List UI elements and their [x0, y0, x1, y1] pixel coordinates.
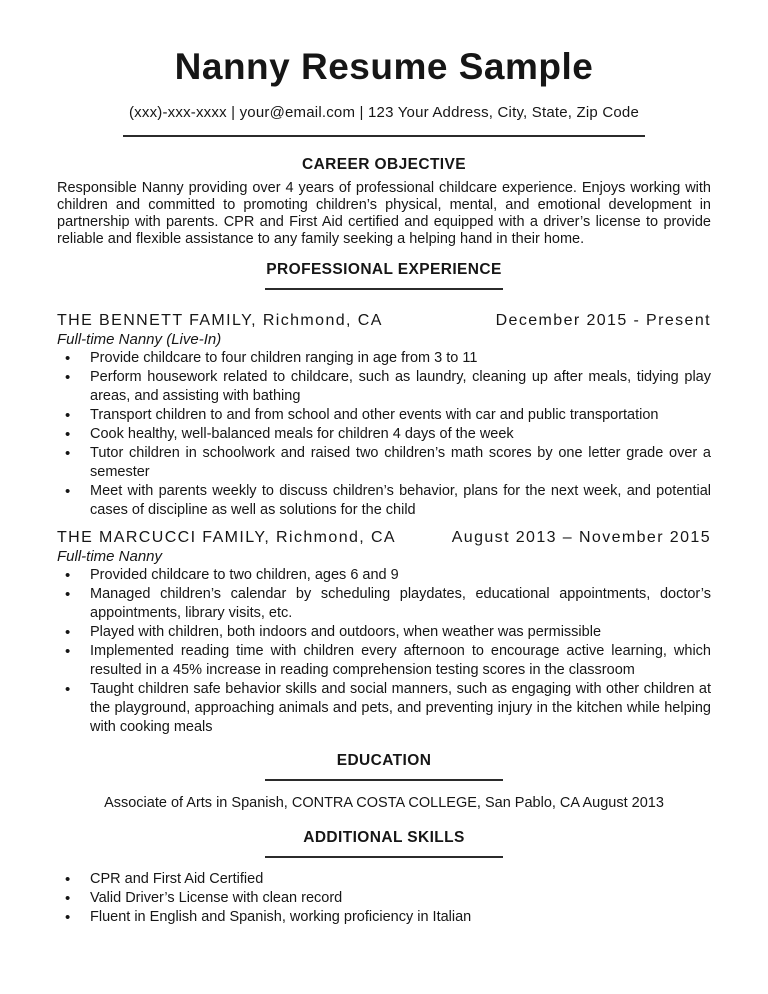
- page-title: Nanny Resume Sample: [174, 46, 594, 87]
- section-heading-education: EDUCATION: [336, 752, 432, 769]
- employer-name: THE MARCUCCI FAMILY, Richmond, CA: [57, 529, 397, 546]
- experience-bullet-list: [57, 349, 711, 520]
- section-divider: [265, 288, 503, 290]
- job-title: Full-time Nanny (Live-In): [57, 331, 222, 348]
- skill-bullet: • Fluent in English and Spanish, working proficiency in Italian: [57, 908, 711, 927]
- section-heading-professional-experience: PROFESSIONAL EXPERIENCE: [266, 261, 502, 278]
- experience-bullet: • Provided childcare to two children, ages 6 and 9: [57, 566, 711, 585]
- experience-bullet: • Transport children to and from school and other events with car and public transportation: [57, 406, 711, 425]
- career-objective-text: Responsible Nanny providing over 4 years of professional childcare experience. Enjoys working with children and committed to promoting children’s physical, mental, and emotional development in partnership with parents. CPR and First Aid certified and equipped with a driver’s license to provide reliable and flexible assistance to any family seeking a helping hand in their home.: [57, 180, 711, 247]
- experience-bullet: • Meet with parents weekly to discuss children’s behavior, plans for the next week, and potential cases of discipline as well as solutions for the child: [57, 482, 711, 520]
- skill-bullet: • Valid Driver’s License with clean record: [57, 889, 711, 908]
- employer-name: THE BENNETT FAMILY, Richmond, CA: [57, 312, 383, 329]
- employment-dates: August 2013 – November 2015: [451, 529, 711, 546]
- contact-info: (xxx)-xxx-xxxx | your@email.com | 123 Your Address, City, State, Zip Code: [128, 104, 639, 121]
- section-divider: [265, 779, 503, 781]
- experience-bullet: • Perform housework related to childcare, such as laundry, cleaning up after meals, tidying play areas, and assisting with bathing: [57, 368, 711, 406]
- job-title: Full-time Nanny: [57, 548, 163, 565]
- experience-bullet: • Cook healthy, well-balanced meals for children 4 days of the week: [57, 425, 711, 444]
- job-header: [57, 528, 711, 547]
- experience-entry-bennett: [57, 311, 711, 520]
- experience-entry-marcucci: [57, 528, 711, 737]
- experience-bullet-list: [57, 566, 711, 737]
- skills-bullet-list: [57, 870, 711, 927]
- header-divider: [123, 135, 645, 137]
- experience-bullet: • Played with children, both indoors and outdoors, when weather was permissible: [57, 623, 711, 642]
- employment-dates: December 2015 - Present: [495, 312, 711, 329]
- section-divider: [265, 856, 503, 858]
- section-heading-career-objective: CAREER OBJECTIVE: [301, 156, 466, 173]
- job-header: [57, 311, 711, 330]
- experience-bullet: • Implemented reading time with children every afternoon to encourage active learning, which resulted in a 45% increase in reading comprehension testing scores in the classroom: [57, 642, 711, 680]
- skill-bullet: • CPR and First Aid Certified: [57, 870, 711, 889]
- education-entry: Associate of Arts in Spanish, CONTRA COSTA COLLEGE, San Pablo, CA August 2013: [104, 795, 664, 811]
- section-heading-additional-skills: ADDITIONAL SKILLS: [303, 829, 465, 846]
- experience-bullet: • Tutor children in schoolwork and raised two children’s math scores by one letter grade over a semester: [57, 444, 711, 482]
- experience-bullet: • Taught children safe behavior skills and social manners, such as engaging with other children at the playground, approaching animals and pets, and preventing injury in the kitchen while helping with cooking meals: [57, 680, 711, 737]
- experience-bullet: • Provide childcare to four children ranging in age from 3 to 11: [57, 349, 711, 368]
- experience-bullet: • Managed children’s calendar by scheduling playdates, educational appointments, doctor’s appointments, library visits, etc.: [57, 585, 711, 623]
